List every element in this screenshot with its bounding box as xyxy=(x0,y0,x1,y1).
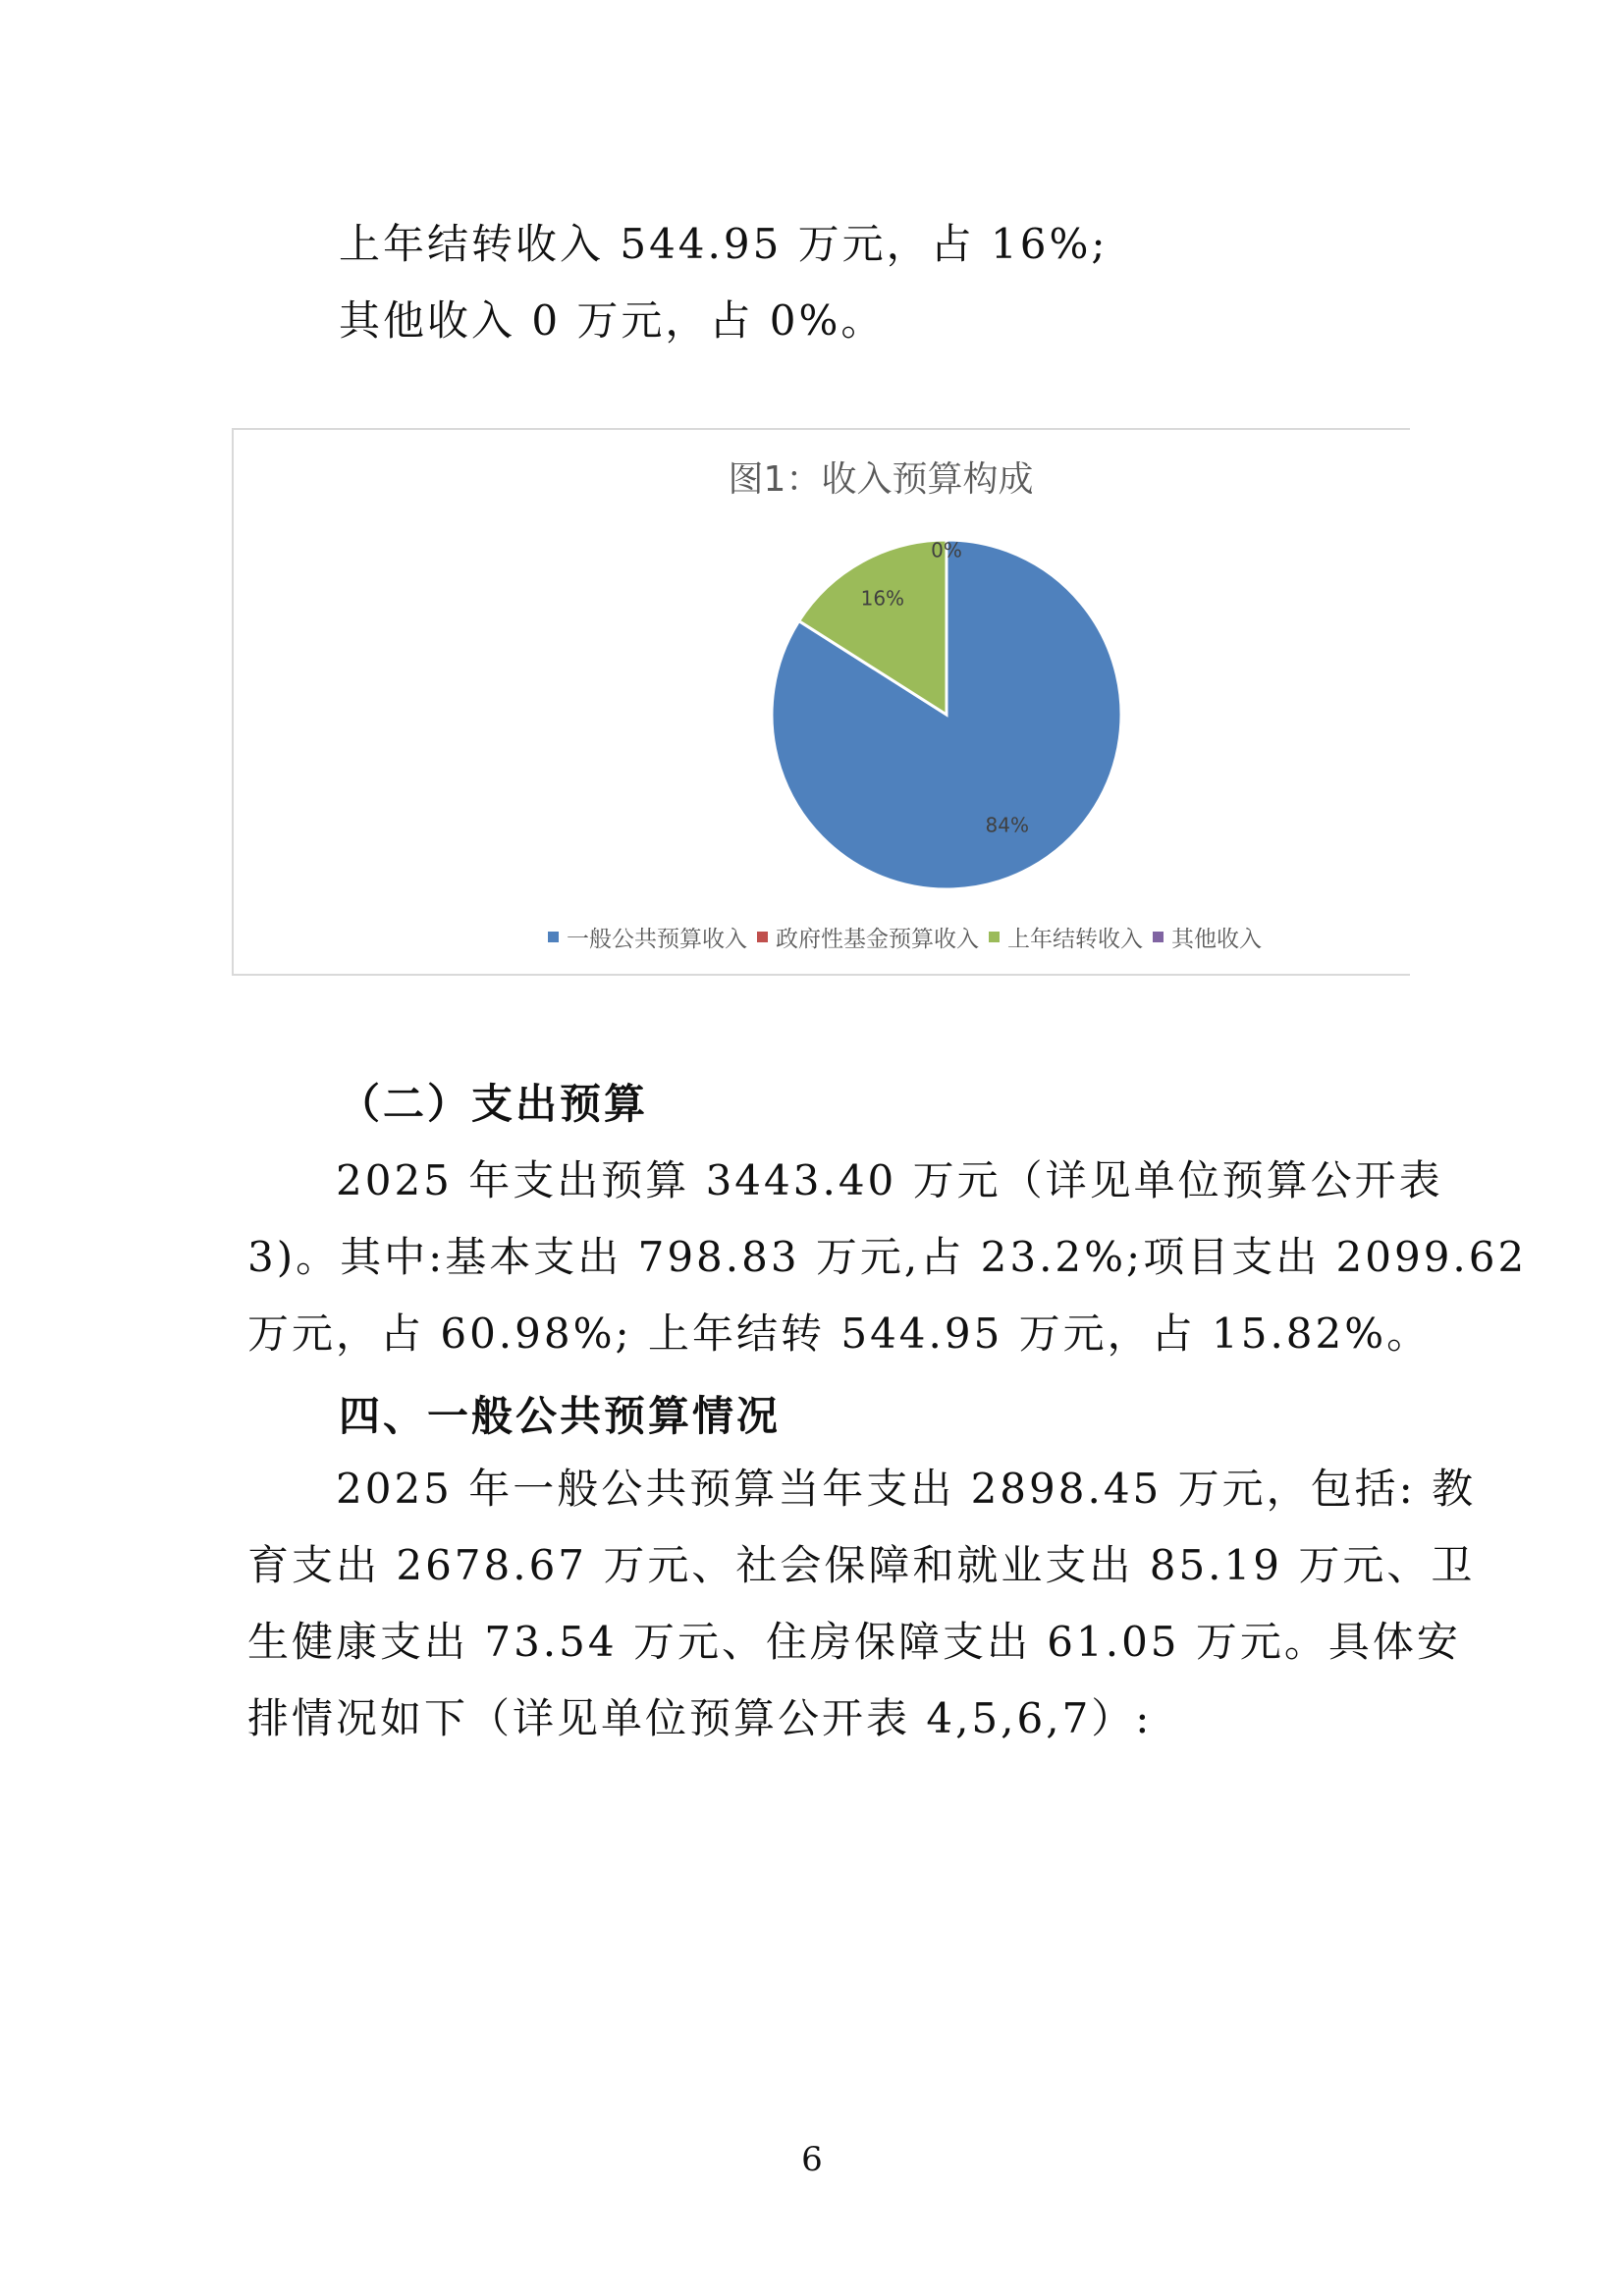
section-expenditure-text xyxy=(247,1143,1528,1372)
legend-item-general-public-budget xyxy=(548,921,747,953)
expenditure-line-3: 万元，占 60.98%; 上年结转 544.95 万元，占 15.82%。 xyxy=(247,1309,1432,1358)
pie-label-general-public-budget: 84% xyxy=(985,813,1029,837)
expenditure-line-1: 2025 年支出预算 3443.40 万元（详见单位预算公开表 xyxy=(336,1156,1443,1204)
general-budget-line-3: 生健康支出 73.54 万元、住房保障支出 61.05 万元。具体安 xyxy=(247,1618,1461,1666)
pie-label-prior-year-carryover: 16% xyxy=(860,586,905,611)
legend-item-other-income xyxy=(1153,921,1262,953)
chart-title: 图1：收入预算构成 xyxy=(728,459,1034,500)
legend-swatch-prior-year-carryover xyxy=(989,932,1000,942)
intro-line-carryover: 上年结转收入 544.95 万元，占 16%; xyxy=(339,220,1109,268)
section-general-budget-text xyxy=(247,1451,1477,1757)
general-budget-line-1: 2025 年一般公共预算当年支出 2898.45 万元，包括: 教 xyxy=(336,1465,1477,1513)
legend-item-prior-year-carryover xyxy=(989,921,1143,953)
page-number: 6 xyxy=(801,2140,823,2179)
general-budget-line-4: 排情况如下（详见单位预算公开表 4,5,6,7）: xyxy=(247,1694,1153,1742)
pie-chart xyxy=(234,430,1412,978)
legend-swatch-government-fund xyxy=(757,932,768,942)
legend-swatch-general-public-budget xyxy=(548,932,559,942)
legend-item-government-fund xyxy=(757,921,979,953)
section-heading-expenditure: （二）支出预算 xyxy=(339,1080,649,1128)
chart-legend xyxy=(548,921,1262,953)
intro-line-other: 其他收入 0 万元，占 0%。 xyxy=(339,296,886,345)
section-heading-general-budget: 四、一般公共预算情况 xyxy=(339,1392,782,1440)
legend-label-government-fund: 政府性基金预算收入 xyxy=(776,927,979,952)
expenditure-line-2: 3)。其中:基本支出 798.83 万元,占 23.2%;项目支出 2099.62 xyxy=(247,1233,1528,1281)
income-budget-chart xyxy=(232,428,1410,976)
legend-swatch-other-income xyxy=(1153,932,1164,942)
legend-label-general-public-budget: 一般公共预算收入 xyxy=(567,927,747,952)
legend-label-other-income: 其他收入 xyxy=(1171,927,1262,952)
legend-label-prior-year-carryover: 上年结转收入 xyxy=(1007,927,1143,952)
pie-label-other-income: 0% xyxy=(931,538,962,562)
general-budget-line-2: 育支出 2678.67 万元、社会保障和就业支出 85.19 万元、卫 xyxy=(247,1541,1476,1589)
